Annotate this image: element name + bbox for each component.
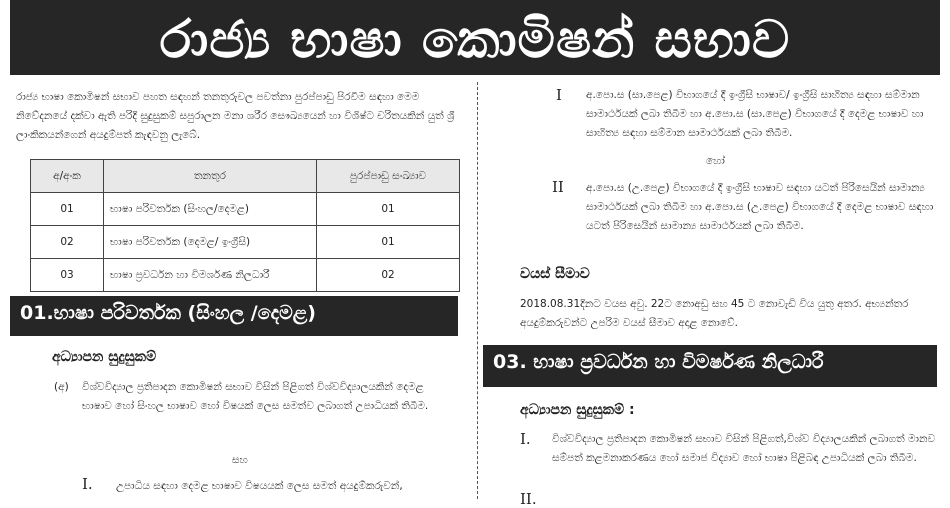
item-a-text: විශ්වවිද්‍යාල ප්‍රතිපාදන කොමිෂන් සභාව විසින් පිළිගත් විශ්වවිද්‍යාලයකින් දෙමළ භාෂාව හෝ සිංහල භාෂාව හෝ විෂයක් ලෙස සමත්ව ලබාගත් උපාධියක් තිබීම.	[82, 381, 429, 412]
row-count: 01	[317, 193, 460, 226]
column-header-post: තනතුර	[104, 160, 317, 193]
row-post: භාෂා පරිවර්තක (සිංහල/දෙමළ)	[104, 193, 317, 226]
age-text: 2018.08.31දිනට වයස අවු. 22ට නොඅඩු සහ 45 ට නොවැඩි විය යුතු අතර. අභ්‍යන්තර අයදුම්කරුවන්ට උපරිම වයස් සීමාව අදාළ නොවේ.	[520, 298, 909, 329]
vacancy-table	[30, 159, 460, 292]
right-item-i-text: අ.පො.ස (සා.පෙළ) විභාගයේ දී ඉංග්‍රීසි භාෂාව/ ඉංග්‍රීසි සාහිත්‍ය සඳහා සම්මාන සාමාර්ථයක් ලබා තිබීම හා අ.පො.ස (සා.පෙළ) විභාගයේ දී දෙමළ භාෂාව හා සාහිත්‍ය සඳහා සම්මාන සාමාර්ථයක් ලබා තිබීම.	[586, 89, 924, 139]
right-item-i-label: I	[556, 86, 562, 104]
section-3-title: 03. භාෂා ප්‍රවර්ධන හා විමර්ෂණ නිලධාරී	[493, 351, 824, 373]
row-number: 02	[31, 226, 104, 259]
or-connector: හෝ	[706, 155, 725, 167]
section-1-heading	[10, 296, 458, 336]
section-3-edu-heading: අධ්‍යාපන සුදුසුකම් :	[520, 402, 635, 418]
row-count: 02	[317, 259, 460, 292]
section-3-item-ii-label: II.	[520, 490, 537, 508]
table-row	[31, 226, 460, 259]
item-i-label: I.	[82, 475, 93, 493]
and-connector: සහ	[232, 454, 248, 466]
row-count: 01	[317, 226, 460, 259]
table-header-row	[31, 160, 460, 193]
section-1-edu-heading: අධ්‍යාපන සුදුසුකම්	[52, 349, 157, 365]
section-1-title: 01.භාෂා පරිවර්තක (සිංහල /දෙමළ)	[20, 302, 316, 324]
intro-paragraph: රාජ්‍ය භාෂා කොමිෂන් සභාව පහත සඳහන් තනතුරුවල පවත්නා පුරප්පාඩු පිරවීම සඳහා මෙම නිවේදනයේ දක්වා ඇති පරිදි සුදුසුකම් සපුරාලන මනා ශරීර සෞඛ්‍යයෙන් හා විශිෂ්ට චරිතයකින් යුත් ශ්‍රී ලාංකිකයන්ගෙන් අයදුම්පත් කැඳවනු ලැබේ.	[16, 91, 455, 141]
item-i-text: උපාධිය සඳහා දෙමළ භාෂාව විෂයයක් ලෙස සමත් අයදුම්කරුවන්,	[116, 480, 403, 492]
section-3-item-i-label: I.	[520, 430, 531, 448]
banner-title: රාජ්‍ය භාෂා කොමිෂන් සභාව	[159, 10, 791, 70]
section-3-item-i-text: විශ්වවිද්‍යාල ප්‍රතිපාදන කොමිෂන් සභාව විසින් පිළිගත්,විශ්ව විද්‍යාලයකින් ලබාගත් මානව සම්පත් කළමනාකරණය හෝ සමාජ විද්‍යාව හෝ භාෂා පිළිබඳ උපාධියක් ලබා තිබීම.	[552, 433, 936, 464]
table-row	[31, 259, 460, 292]
row-post: භාෂා ප්‍රවර්ධන හා විමර්ශණ නිලධාරී	[104, 259, 317, 292]
page-banner	[10, 0, 940, 75]
section-3-heading	[483, 345, 937, 387]
column-divider	[477, 82, 478, 499]
column-header-no: අ/අංක	[31, 160, 104, 193]
row-number: 03	[31, 259, 104, 292]
age-heading: වයස් සීමාව	[520, 266, 590, 282]
row-post: භාෂා පරිවර්තක (දෙමළ/ ඉංග්‍රීසි)	[104, 226, 317, 259]
left-column	[12, 82, 460, 292]
table-row	[31, 193, 460, 226]
column-header-count: පුරප්පාඩු සංඛ්‍යාව	[317, 160, 460, 193]
item-a-label: (අ)	[54, 381, 69, 393]
right-item-ii-text: අ.පො.ස (උ.පෙළ) විභාගයේ දී ඉංග්‍රීසි භාෂාව සඳහා යටත් පිරිසෙයින් සාමාන්‍ය සාමාර්ථයක් ලබා තිබීම හා අ.පො.ස (උ.පෙළ) විභාගයේ දී දෙමළ භාෂාව සඳහා යටත් පිරිසෙයින් සාමාන්‍ය සාමාර්ථයක් ලබා තිබීම.	[586, 182, 934, 232]
row-number: 01	[31, 193, 104, 226]
right-item-ii-label: II	[552, 178, 564, 196]
